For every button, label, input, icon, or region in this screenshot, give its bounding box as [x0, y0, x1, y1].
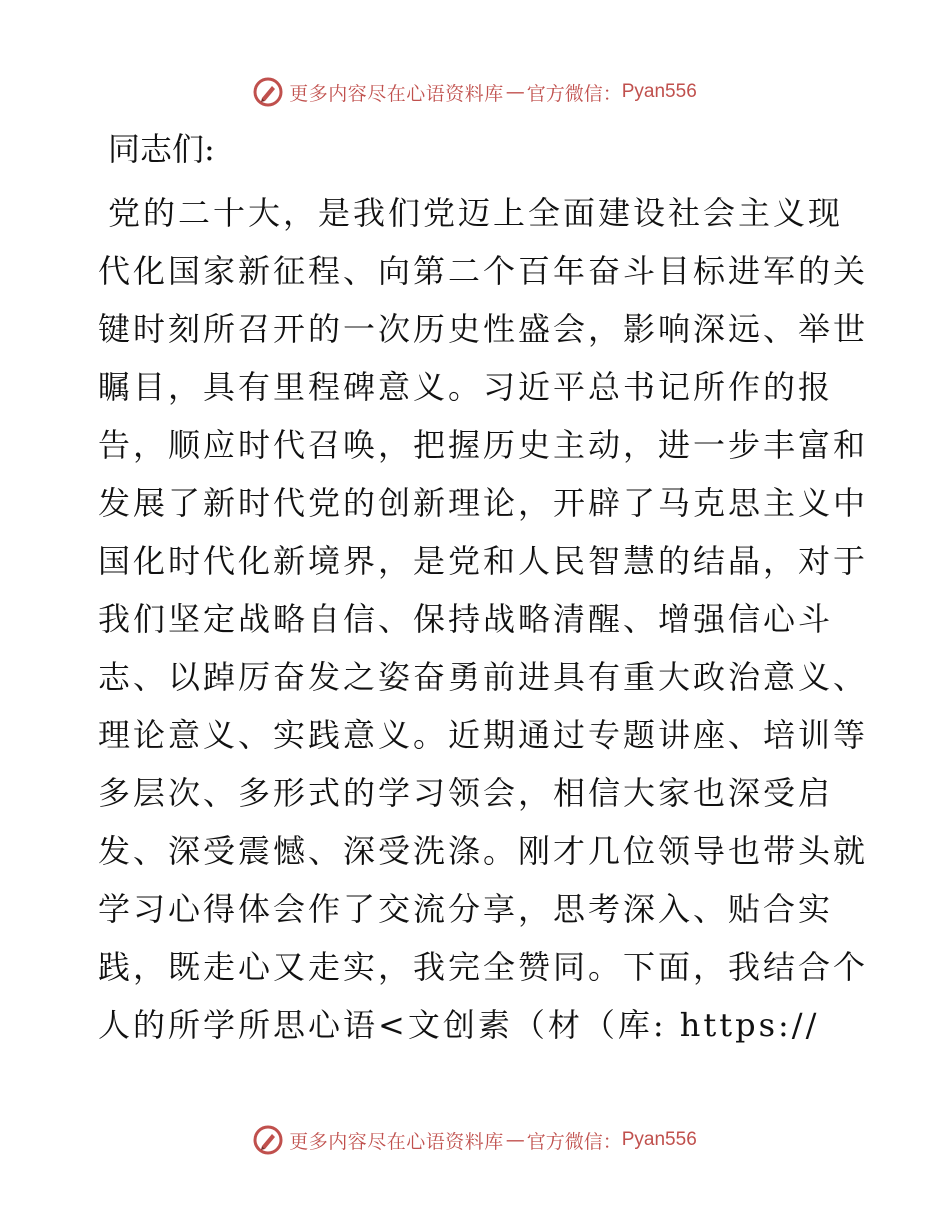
greeting: 同志们: [108, 130, 215, 168]
watermark-wechat-id: Pyan556 [621, 81, 697, 102]
paragraph-line: 党的二十大，是我们党迈上全面建设社会主义现 [108, 194, 844, 232]
paragraph-line: 国化时代化新境界，是党和人民智慧的结晶，对于 [98, 542, 869, 580]
pen-logo-icon [253, 1125, 283, 1155]
watermark-dash: — [505, 1129, 525, 1151]
paragraph-line: 多层次、多形式的学习领会，相信大家也深受启 [98, 774, 834, 812]
document-body [98, 124, 869, 1054]
paragraph-line: 志、以踔厉奋发之姿奋勇前进具有重大政治意义、 [98, 658, 869, 696]
pen-logo-icon [253, 77, 283, 107]
header-watermark [0, 72, 950, 112]
watermark-dash: — [505, 81, 525, 103]
watermark-brand: 更多内容尽在心语资料库 [289, 82, 504, 105]
paragraph-line: 代化国家新征程、向第二个百年奋斗目标进军的关 [98, 252, 869, 290]
paragraph-line: 发、深受震憾、深受洗涤。刚才几位领导也带头就 [98, 832, 869, 870]
paragraph-line: 学习心得体会作了交流分享，思考深入、贴合实 [98, 890, 834, 928]
paragraph-line: 键时刻所召开的一次历史性盛会，影响深远、举世 [98, 310, 869, 348]
paragraph-line: 我们坚定战略自信、保持战略清醒、增强信心斗 [98, 600, 834, 638]
paragraph-line: 践，既走心又走实，我完全赞同。下面，我结合个 [98, 948, 869, 986]
paragraph-line: 发展了新时代党的创新理论，开辟了马克思主义中 [98, 484, 869, 522]
footer-watermark [0, 1120, 950, 1160]
paragraph-line: 理论意义、实践意义。近期通过专题讲座、培训等 [98, 716, 869, 754]
paragraph [98, 184, 869, 1054]
paragraph-line: 告，顺应时代召唤，把握历史主动，进一步丰富和 [98, 426, 869, 464]
paragraph-line: 人的所学所思心语<文创素（材（库: https:// [98, 1006, 820, 1044]
watermark-brand: 更多内容尽在心语资料库 [289, 1130, 504, 1153]
watermark-wechat-id: Pyan556 [621, 1129, 697, 1150]
watermark-contact-label: 官方微信： [526, 1130, 622, 1153]
watermark-contact-label: 官方微信： [526, 82, 622, 105]
paragraph-line: 瞩目，具有里程碑意义。习近平总书记所作的报 [98, 368, 834, 406]
